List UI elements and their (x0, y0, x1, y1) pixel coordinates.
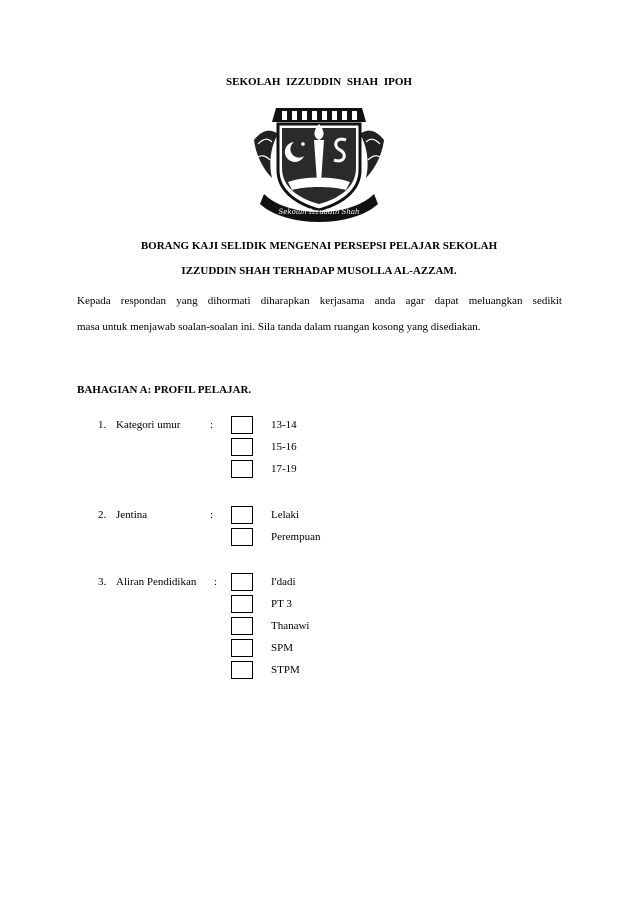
checkbox-17-19[interactable] (231, 460, 253, 478)
form-title-line-2: IZZUDDIN SHAH TERHADAP MUSOLLA AL-AZZAM. (181, 265, 457, 277)
checkbox-thanawi[interactable] (231, 617, 253, 635)
question-3-colon: : (214, 576, 218, 588)
option-17-19: 17-19 (271, 463, 297, 475)
intro-text-line-2: masa untuk menjawab soalan-soalan ini. Sila tanda dalam ruangan kosong yang disediakan. (77, 321, 481, 333)
option-13-14: 13-14 (271, 419, 297, 431)
question-1-number: 1. (98, 419, 107, 431)
option-perempuan: Perempuan (271, 531, 321, 543)
question-2-label: Jentina (116, 509, 148, 521)
checkbox-13-14[interactable] (231, 416, 253, 434)
option-thanawi: Thanawi (271, 620, 310, 632)
option-pt3: PT 3 (271, 598, 292, 610)
checkbox-stpm[interactable] (231, 661, 253, 679)
option-15-16: 15-16 (271, 441, 297, 453)
option-lelaki: Lelaki (271, 509, 300, 521)
option-idadi: I'dadi (271, 576, 296, 588)
option-spm: SPM (271, 642, 294, 654)
checkbox-pt3[interactable] (231, 595, 253, 613)
question-1-colon: : (210, 419, 214, 431)
checkbox-idadi[interactable] (231, 573, 253, 591)
checkbox-lelaki[interactable] (231, 506, 253, 524)
question-2-number: 2. (98, 509, 107, 521)
question-2-colon: : (210, 509, 214, 521)
question-3-number: 3. (98, 576, 107, 588)
question-3-label: Aliran Pendidikan (116, 576, 197, 588)
intro-text-line-1: Kepada respondan yang dihormati diharapkan kerjasama anda agar dapat meluangkan sedikit (77, 295, 562, 307)
checkbox-15-16[interactable] (231, 438, 253, 456)
option-stpm: STPM (271, 664, 300, 676)
svg-text:Sekolah Izzuddin Shah: Sekolah Izzuddin Shah (278, 208, 360, 216)
school-name: SEKOLAH IZZUDDIN SHAH IPOH (226, 76, 412, 88)
section-a-heading: BAHAGIAN A: PROFIL PELAJAR. (77, 384, 252, 396)
school-crest-logo (248, 100, 390, 224)
form-title-line-1: BORANG KAJI SELIDIK MENGENAI PERSEPSI PELAJAR SEKOLAH (140, 240, 498, 252)
checkbox-spm[interactable] (231, 639, 253, 657)
question-1-label: Kategori umur (116, 419, 181, 431)
checkbox-perempuan[interactable] (231, 528, 253, 546)
